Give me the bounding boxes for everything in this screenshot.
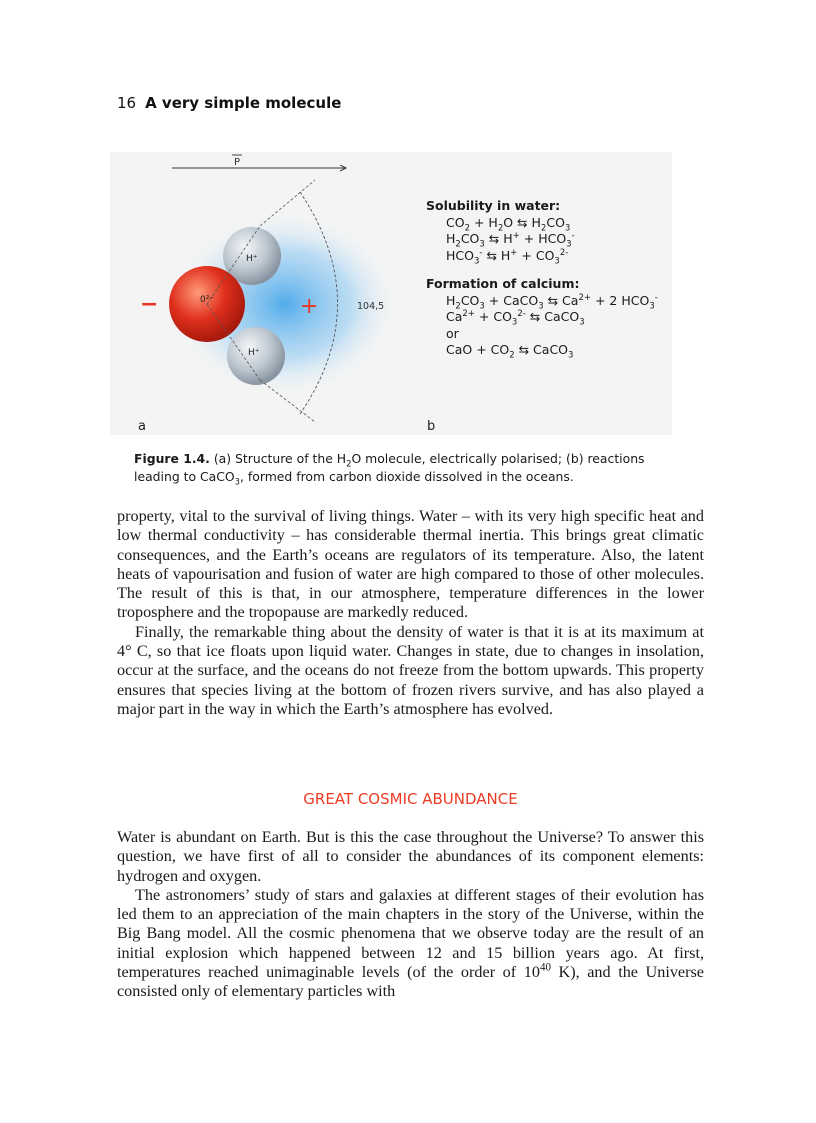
chapter-title: A very simple molecule: [145, 94, 342, 112]
caption-text: , formed from carbon dioxide dissolved in the oceans.: [240, 469, 574, 484]
paragraph-text: The astronomers’ study of stars and galaxies at different stages of their evolution has led them to an appreciation of the main chapters in the story of the Universe, within the Big Bang model. All the cosmic phenomena that we observe today are the result of an initial explosion which happened between 12 and 15 billion years ago. At first, temperatures reached unimaginable levels (of the order of 10: [117, 885, 704, 982]
equation-line: $CO_2 + H_2O$ ⇆ $H_2CO_3$: [446, 214, 571, 233]
paragraph-text: K), and the Universe consisted only of elementary particles with: [117, 963, 704, 1001]
paragraph: Water is abundant on Earth. But is this the case throughout the Universe? To answer this question, we have first of all to consider the abundances of its component elements: hydrogen and oxygen.: [117, 828, 704, 885]
equation-line: $H_2CO_3$ ⇆ $H^+ + HCO_3^-$: [446, 230, 575, 250]
body-text-block-1: [117, 507, 704, 719]
caption-subscript: 2: [346, 458, 352, 469]
paragraph: [117, 886, 704, 1002]
bond-angle-value: 104,5: [357, 301, 385, 312]
paragraph: property, vital to the survival of living things. Water – with its very high specific heat and low thermal conductivity – has considerable thermal inertia. This brings great climatic consequences, and the Earth’s oceans are regulators of its temperature. Also, the latent heats of vapourisation and fusion of water are high compared to those of other molecules. The result of this is that, in our atmosphere, temperature differences in the lower troposphere and the tropopause are markedly reduced.: [117, 507, 704, 622]
hydrogen-bottom-label: H⁺: [248, 348, 260, 358]
caption-text: O molecule, electrically polarised; (b) reactions leading to CaCO: [134, 451, 645, 484]
equation-line: $H_2CO_3$ + CaCO$_3$ ⇆ $Ca^{2+} + 2$ $HCO_3^-$: [446, 292, 658, 311]
figure-caption: [134, 450, 674, 486]
section-heading: GREAT COSMIC ABUNDANCE: [303, 790, 518, 808]
equation-line: $Ca^{2+} + CO_3^{2-}$ ⇆ CaCO$_3$: [446, 308, 585, 328]
panel-a-label: a: [138, 419, 146, 434]
figure-label: Figure 1.4.: [134, 451, 210, 466]
oxygen-charge-label: 0²⁻: [200, 295, 215, 305]
negative-pole-sign: −: [140, 292, 159, 317]
solubility-title: Solubility in water:: [426, 198, 561, 213]
formation-title: Formation of calcium:: [426, 276, 580, 291]
panel-b-label: b: [427, 419, 436, 434]
body-text-block-2: [117, 828, 704, 1002]
hydrogen-top-label: H⁺: [246, 254, 258, 264]
running-head: [117, 94, 341, 112]
figure-1-4: [110, 152, 672, 435]
equation-or: or: [446, 325, 459, 341]
paragraph: Finally, the remarkable thing about the density of water is that it is at its maximum at 4° C, so that ice floats upon liquid water. Changes in state, due to changes in insolation, occur at the surface, and the oceans do not freeze from the bottom upwards. This property ensures that species living at the bottom of frozen rivers survive, and has also played a major part in the way in which the Earth’s atmosphere has evolved.: [117, 622, 704, 718]
page-number: 16: [117, 94, 137, 112]
equation-line: $HCO_3^-$ ⇆ $H^+ + CO_3^{2-}$: [446, 247, 569, 266]
equation-gap: [426, 264, 658, 276]
vector-label: P: [234, 157, 241, 168]
exponent: 40: [539, 961, 551, 974]
reaction-equations-panel: [426, 198, 658, 359]
equation-line: CaO + $CO_2$ ⇆ CaCO$_3$: [446, 342, 574, 361]
caption-text: (a) Structure of the H: [209, 451, 347, 466]
positive-pole-sign: +: [300, 294, 319, 319]
caption-subscript: 3: [234, 476, 241, 487]
